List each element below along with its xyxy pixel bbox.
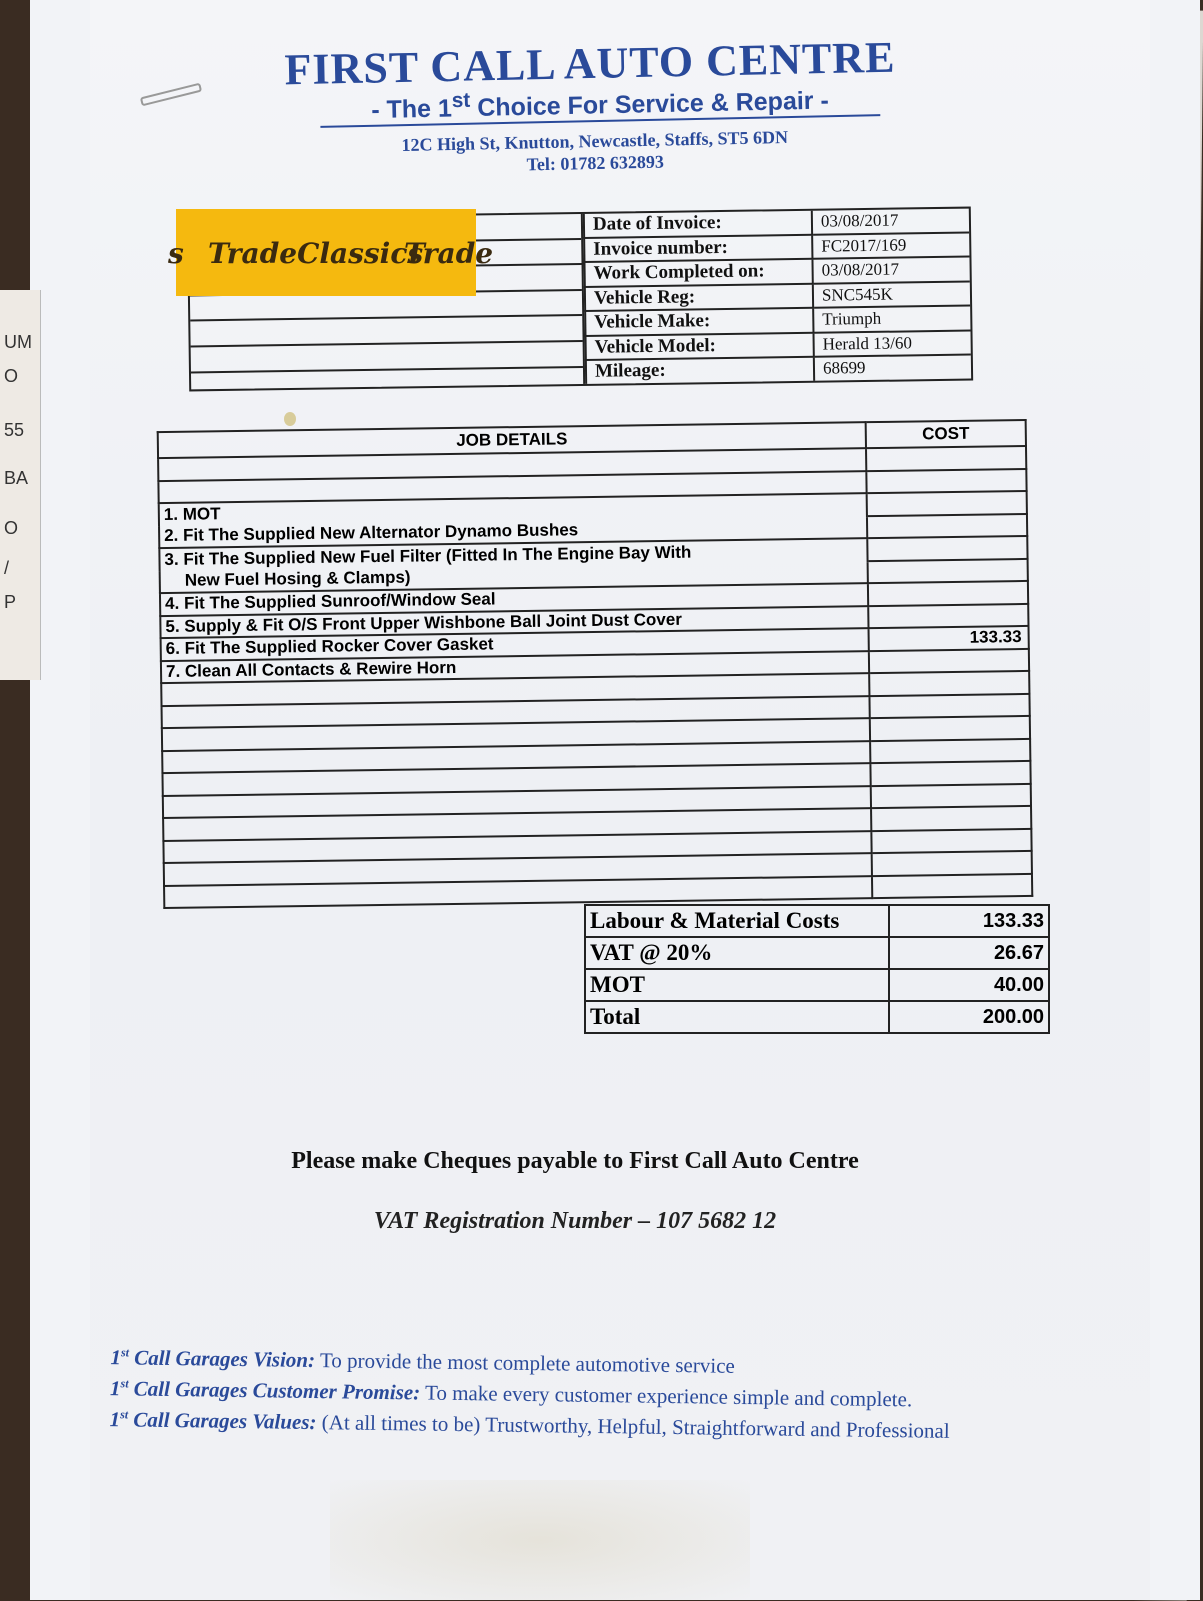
info-value: Herald 13/60	[813, 330, 970, 357]
fragment-text: P	[4, 592, 17, 612]
footer-key: Call Garages Values:	[127, 1407, 317, 1435]
info-label: Vehicle Model:	[586, 332, 814, 360]
tagline-superscript: st	[451, 88, 471, 113]
job-line: 7. Clean All Contacts & Rewire Horn	[161, 651, 869, 683]
payment-note: Please make Cheques payable to First Call Auto Centre	[291, 1148, 859, 1174]
totals-row	[585, 937, 1049, 969]
job-line: 1. MOT	[159, 493, 867, 525]
tagline-start: - The 1	[371, 94, 453, 125]
job-cost-value: 133.33	[869, 626, 1029, 651]
footer-sup: st	[120, 1407, 129, 1422]
watermark-text: s	[168, 237, 184, 270]
company-phone: Tel: 01782 632893	[526, 151, 665, 175]
info-label: Date of Invoice:	[584, 211, 812, 238]
watermark-text: Trade	[404, 237, 494, 270]
footer-number: 1	[109, 1376, 121, 1401]
fragment-text: 55	[4, 420, 25, 440]
totals-label: MOT	[585, 969, 889, 1001]
info-value: Triumph	[813, 306, 970, 333]
watermark-text: TradeClassics	[208, 237, 424, 270]
job-line: 2. Fit The Supplied New Alternator Dynamo Bushes	[159, 516, 867, 548]
fragment-text: BA	[4, 468, 29, 488]
vat-registration: VAT Registration Number – 107 5682 12	[373, 1208, 777, 1234]
company-address: 12C High St, Knutton, Newcastle, Staffs, ST5 6DN	[401, 126, 789, 156]
info-row	[586, 355, 971, 384]
info-value: 68699	[814, 355, 971, 381]
info-label: Mileage:	[586, 357, 814, 384]
garage-values-footer	[109, 1339, 1090, 1446]
job-line: 3. Fit The Supplied New Fuel Filter (Fitted In The Engine Bay With	[159, 538, 867, 570]
totals-value: 26.67	[889, 937, 1049, 969]
company-name: FIRST CALL AUTO CENTRE	[284, 32, 896, 95]
invoice-info-table	[583, 209, 971, 384]
footer-number: 1	[110, 1345, 122, 1370]
info-value: 03/08/2017	[812, 257, 969, 284]
tagline-end: Choice For Service & Repair -	[470, 86, 830, 123]
totals-value: 133.33	[889, 905, 1049, 937]
totals-row	[585, 905, 1049, 937]
job-line-continued: New Fuel Hosing & Clamps)	[160, 561, 868, 593]
totals-value: 200.00	[889, 1001, 1049, 1033]
footer-number: 1	[109, 1407, 121, 1432]
totals-label: VAT @ 20%	[585, 937, 889, 969]
footer-sup: st	[120, 1345, 130, 1360]
footer-text: (At all times to be) Trustworthy, Helpful, Straightforward and Professional	[316, 1410, 950, 1443]
fragment-text: O	[4, 518, 19, 538]
job-line: 6. Fit The Supplied Rocker Cover Gasket	[161, 628, 869, 660]
job-details-section	[157, 419, 1034, 911]
info-label: Vehicle Make:	[585, 308, 813, 336]
footer-text: To provide the most complete automotive service	[314, 1348, 735, 1378]
totals-row	[585, 1001, 1049, 1033]
info-value: SNC545K	[813, 281, 970, 308]
totals-table	[584, 904, 1050, 1034]
fragment-text: /	[4, 558, 10, 578]
info-value: FC2017/169	[812, 232, 969, 259]
totals-row	[585, 969, 1049, 1001]
info-label: Work Completed on:	[584, 259, 812, 287]
job-details-header: JOB DETAILS	[158, 422, 866, 458]
stain-mark	[284, 412, 296, 426]
job-line: 4. Fit The Supplied Sunroof/Window Seal	[160, 583, 868, 615]
info-value: 03/08/2017	[812, 209, 969, 235]
totals-value: 40.00	[889, 969, 1049, 1001]
job-details-table	[157, 419, 1034, 909]
fragment-text: UM	[4, 332, 32, 352]
cost-header: COST	[866, 420, 1026, 448]
footer-key: Call Garages Vision:	[128, 1345, 316, 1373]
footer-text: To make every customer experience simple and complete.	[420, 1380, 913, 1412]
totals-label: Labour & Material Costs	[585, 905, 889, 937]
paper-stain	[330, 1480, 750, 1600]
info-label: Vehicle Reg:	[585, 283, 813, 311]
job-line: 5. Supply & Fit O/S Front Upper Wishbone Ball Joint Dust Cover	[160, 606, 868, 638]
left-paper-fragment	[0, 290, 41, 680]
footer-sup: st	[120, 1376, 129, 1391]
totals-label: Total	[585, 1001, 889, 1033]
fragment-text: O	[4, 366, 19, 386]
trade-classics-watermark	[168, 209, 494, 296]
footer-key: Call Garages Customer Promise:	[128, 1376, 421, 1405]
info-label: Invoice number:	[584, 234, 812, 262]
